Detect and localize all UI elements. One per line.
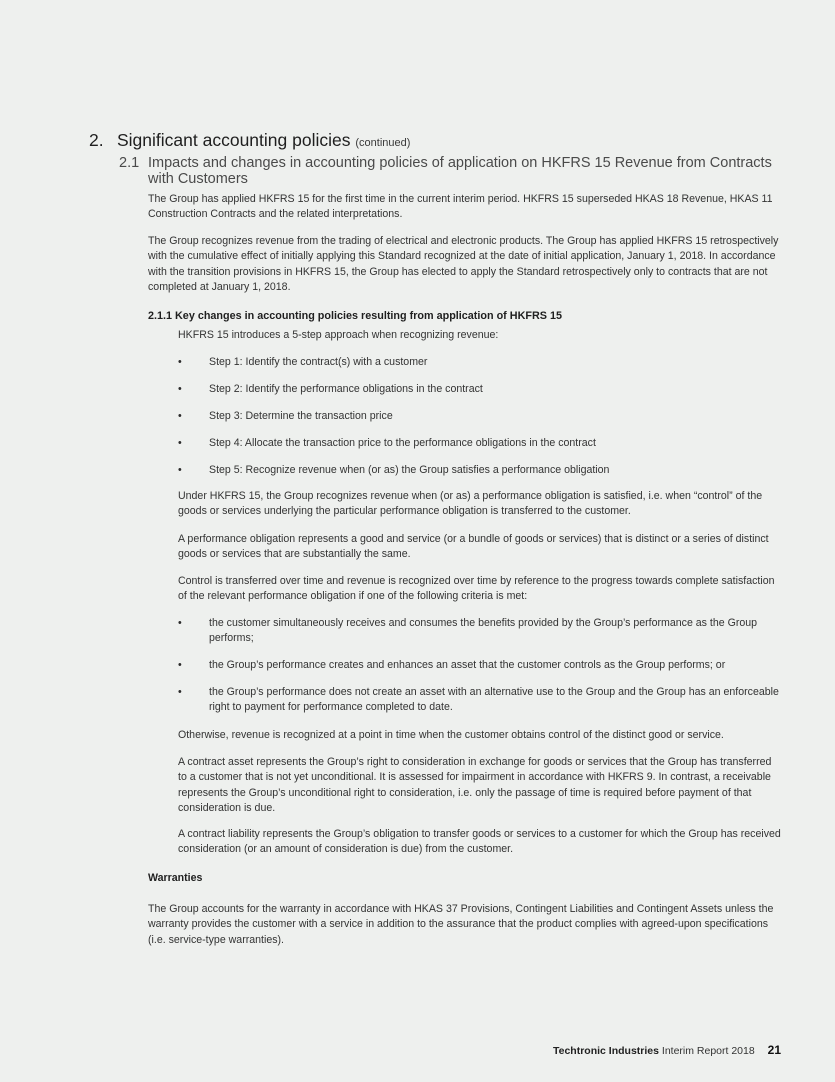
- list-item: • the Group’s performance creates and enhances an asset that the customer controls as the Group performs; or: [178, 658, 783, 673]
- otherwise-paragraph: Otherwise, revenue is recognized at a point in time when the customer obtains control of the distinct good or service.: [178, 729, 724, 741]
- footer-company: Techtronic Industries: [552, 1045, 659, 1057]
- bullet-icon: •: [178, 383, 182, 395]
- bullet-icon: •: [178, 686, 182, 698]
- bullet-icon: •: [178, 464, 182, 476]
- steps-lead: HKFRS 15 introduces a 5-step approach when recognizing revenue:: [178, 329, 499, 341]
- control-paragraph: Under HKFRS 15, the Group recognizes revenue when (or as) a performance obligation is satisfied, i.e. when “control” of the goods or services underlying the particular performance obligation is transferred to the customer.: [178, 490, 763, 518]
- obligation-paragraph: A performance obligation represents a good and service (or a bundle of goods or services) that is distinct or a series of distinct goods or services that are substantially the same.: [178, 533, 769, 561]
- bullet-icon: •: [178, 410, 182, 422]
- page-footer: [553, 1043, 781, 1057]
- contract-liability-paragraph: A contract liability represents the Group’s obligation to transfer goods or services to a customer for which the Group has received consideration (or an amount of consideration is due) from the customer.: [178, 828, 781, 856]
- list-item: • Step 3: Determine the transaction price: [178, 409, 783, 424]
- subsection-number: 2.1: [119, 155, 140, 171]
- contract-asset-paragraph: A contract asset represents the Group’s right to consideration in exchange for goods or services that the Group has transferred to a customer that is not yet unconditional. It is assessed for impairment in accordance with HKFRS 9. In contrast, a receivable represents the Group’s unconditional right to consideration, i.e. only the passage of time is required before payment of that consideration is due.: [178, 756, 772, 815]
- continued-label: (continued): [355, 137, 411, 149]
- subsection-title: Impacts and changes in accounting policies of application on HKFRS 15 Revenue from Contracts with Customers: [148, 155, 772, 187]
- bullet-icon: •: [178, 437, 182, 449]
- intro-paragraph-2: The Group recognizes revenue from the trading of electrical and electronic products. The Group has applied HKFRS 15 retrospectively with the cumulative effect of initially applying this Standard recognized at the date of initial application, January 1, 2018. In accordance with the transition provisions in HKFRS 15, the Group has elected to apply the Standard retrospectively only to contracts that are not completed at January 1, 2018.: [148, 235, 779, 294]
- list-item: • Step 1: Identify the contract(s) with a customer: [178, 355, 783, 370]
- page-number: 21: [767, 1043, 781, 1057]
- list-item: • Step 2: Identify the performance obligations in the contract: [178, 382, 783, 397]
- warranties-paragraph: The Group accounts for the warranty in accordance with HKAS 37 Provisions, Contingent Liabilities and Contingent Assets unless the warranty provides the customer with a service in addition to the assurance that the product complies with agreed-upon specifications (i.e. service-type warranties).: [148, 903, 774, 946]
- list-item: • Step 4: Allocate the transaction price to the performance obligations in the contract: [178, 436, 783, 451]
- section-title: Significant accounting policies: [117, 130, 351, 150]
- section-heading: [89, 130, 410, 151]
- warranties-heading: Warranties: [148, 872, 203, 884]
- intro-paragraph-1: The Group has applied HKFRS 15 for the first time in the current interim period. HKFRS 15 superseded HKAS 18 Revenue, HKAS 11 Construction Contracts and the related interpretations.: [148, 193, 773, 221]
- subsection-heading: [119, 155, 799, 187]
- bullet-icon: •: [178, 659, 182, 671]
- list-item: • the Group’s performance does not create an asset with an alternative use to the Group and the Group has an enforceable right to payment for performance completed to date.: [178, 686, 779, 714]
- list-item: • the customer simultaneously receives and consumes the benefits provided by the Group’s performance as the Group performs;: [178, 617, 758, 645]
- section-number: 2.: [89, 130, 104, 150]
- footer-report: Interim Report 2018: [661, 1045, 755, 1057]
- key-changes-heading: 2.1.1 Key changes in accounting policies resulting from application of HKFRS 15: [148, 310, 562, 322]
- list-item: • Step 5: Recognize revenue when (or as) the Group satisfies a performance obligation: [178, 463, 783, 478]
- bullet-icon: •: [178, 356, 182, 368]
- bullet-icon: •: [178, 617, 182, 629]
- over-time-paragraph: Control is transferred over time and revenue is recognized over time by reference to the progress towards complete satisfaction of the relevant performance obligation if one of the following criteria is met:: [178, 575, 775, 603]
